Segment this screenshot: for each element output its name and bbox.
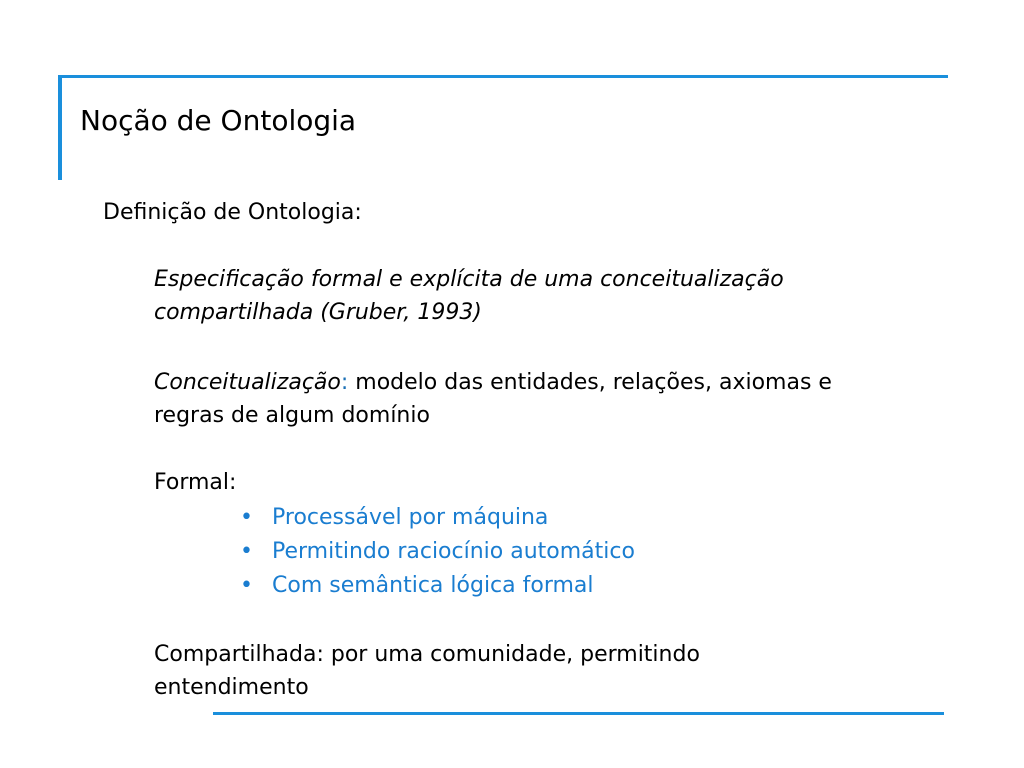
definition-quote [154,263,784,329]
formal-label: Formal: [154,470,237,495]
list-item [240,501,635,535]
definition-line-1: Especificação formal e explícita de uma conceitualização [154,267,784,292]
conceptualization-line-1 [154,366,832,399]
conceptualization-term: Conceitualização [154,370,341,395]
formal-bullet-list [240,501,635,603]
bullet-text: Permitindo raciocínio automático [272,539,635,564]
definition-line-2: compartilhada (Gruber, 1993) [154,300,482,325]
bullet-icon: • [240,539,253,564]
shared-line-1: Compartilhada: por uma comunidade, permitindo [154,642,700,667]
slide-title: Noção de Ontologia [80,104,357,137]
shared-paragraph [154,638,700,704]
frame-bottom-line [213,712,944,715]
list-item [240,569,635,603]
conceptualization-colon: : [340,370,349,395]
bullet-icon: • [240,505,253,530]
conceptualization-line-2: regras de algum domínio [154,403,430,428]
frame-left-line [58,75,62,180]
frame-top-line [60,75,948,78]
definition-heading: Definição de Ontologia: [103,200,362,225]
list-item [240,535,635,569]
bullet-text: Processável por máquina [272,505,549,530]
bullet-text: Com semântica lógica formal [272,573,594,598]
shared-line-2: entendimento [154,675,309,700]
bullet-icon: • [240,573,253,598]
conceptualization-description: modelo das entidades, relações, axiomas e [348,370,832,395]
conceptualization-paragraph [154,366,832,432]
